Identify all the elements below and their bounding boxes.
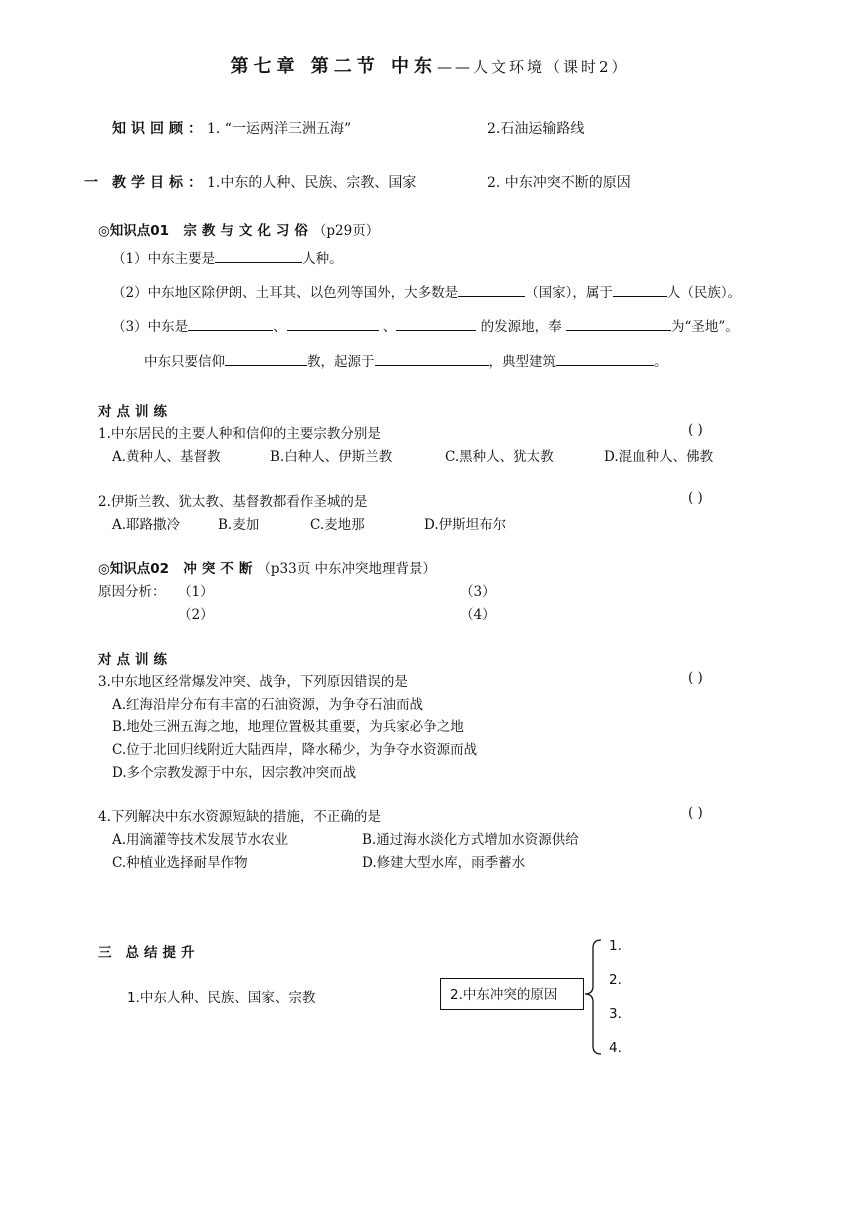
kp1-title: 宗教与文化习俗 bbox=[183, 223, 313, 239]
question-4-option-b[interactable]: B.通过海水淡化方式增加水资源供给 bbox=[362, 832, 579, 848]
summary-point-2: 2. bbox=[609, 972, 622, 988]
knowledge-point-2-heading bbox=[98, 557, 436, 577]
fill-blank[interactable] bbox=[375, 351, 489, 366]
objective-1: 1.中东的人种、民族、宗教、国家 bbox=[207, 175, 417, 191]
kp2-title: 冲突不断 bbox=[183, 561, 258, 577]
kp1-q1-text-a: （1）中东主要是 bbox=[112, 251, 216, 267]
kp1-q4-text-b: 教，起源于 bbox=[307, 354, 375, 370]
kp1-question-2 bbox=[112, 281, 741, 301]
summary-label: 总结提升 bbox=[125, 945, 200, 961]
question-3-option-c[interactable]: C.位于北回归线附近大陆西岸，降水稀少，为争夺水资源而战 bbox=[112, 742, 478, 758]
question-4-option-a[interactable]: A.用滴灌等技术发展节水农业 bbox=[112, 832, 289, 848]
kp1-q3-text-e: 为“圣地”。 bbox=[670, 319, 739, 335]
question-3-stem: 3.中东地区经常爆发冲突、战争，下列原因错误的是 bbox=[98, 674, 408, 690]
knowledge-point-1-heading bbox=[98, 219, 379, 239]
kp1-q2-text-c: 人（民族）。 bbox=[666, 285, 742, 301]
fill-blank[interactable] bbox=[287, 316, 379, 331]
fill-blank[interactable] bbox=[225, 351, 307, 366]
question-3-answer-paren[interactable]: ( ) bbox=[688, 670, 703, 686]
kp1-q3-text-b: 、 bbox=[273, 319, 287, 335]
question-3-option-b[interactable]: B.地处三洲五海之地，地理位置极其重要，为兵家必争之地 bbox=[112, 719, 464, 735]
reason-analysis-label: 原因分析： bbox=[98, 584, 166, 600]
question-1-option-c[interactable]: C.黑种人、犹太教 bbox=[445, 449, 554, 465]
question-4-option-c[interactable]: C.种植业选择耐旱作物 bbox=[112, 855, 248, 871]
section-number: 一 bbox=[84, 175, 98, 191]
kp1-marker: ◎知识点01 bbox=[98, 223, 170, 239]
summary-point-1: 1. bbox=[609, 938, 622, 954]
question-2-stem: 2.伊斯兰教、犹太教、基督教都看作圣城的是 bbox=[98, 494, 368, 510]
summary-item-1: 1.中东人种、民族、国家、宗教 bbox=[127, 990, 316, 1006]
reason-2: （2） bbox=[178, 607, 214, 623]
kp2-ref: （p33页 中东冲突地理背景） bbox=[257, 561, 436, 577]
practice-heading-2: 对点训练 bbox=[98, 652, 172, 668]
summary-point-4: 4. bbox=[609, 1040, 622, 1056]
question-1-option-d[interactable]: D.混血种人、佛教 bbox=[604, 449, 714, 465]
question-2-option-d[interactable]: D.伊斯坦布尔 bbox=[424, 517, 507, 533]
reason-1: （1） bbox=[178, 584, 214, 600]
question-3-option-a[interactable]: A.红海沿岸分布有丰富的石油资源，为争夺石油而战 bbox=[112, 697, 424, 713]
review-item-2: 2.石油运输路线 bbox=[487, 121, 585, 137]
question-3-option-d[interactable]: D.多个宗教发源于中东，因宗教冲突而战 bbox=[112, 765, 357, 781]
review-item-1: 1. “一运两洋三洲五海” bbox=[207, 121, 352, 137]
summary-heading bbox=[98, 941, 200, 961]
question-2-option-c[interactable]: C.麦地那 bbox=[310, 517, 365, 533]
kp2-marker: ◎知识点02 bbox=[98, 561, 170, 577]
kp1-question-3 bbox=[112, 315, 739, 335]
fill-blank[interactable] bbox=[188, 316, 273, 331]
objectives-line bbox=[84, 172, 416, 192]
question-1-stem: 1.中东居民的主要人种和信仰的主要宗教分别是 bbox=[98, 426, 381, 442]
question-4-option-d[interactable]: D.修建大型水库，雨季蓄水 bbox=[362, 855, 526, 871]
practice-heading-1: 对点训练 bbox=[98, 404, 172, 420]
kp1-question-1 bbox=[112, 247, 343, 267]
kp1-q3-text-c: 、 bbox=[378, 319, 397, 335]
title-sub: 人文环境（课时2） bbox=[473, 58, 630, 76]
question-1-answer-paren[interactable]: ( ) bbox=[688, 422, 703, 438]
fill-blank[interactable] bbox=[458, 282, 525, 297]
title-main: 第七章 第二节 中东 bbox=[230, 56, 437, 77]
review-line bbox=[112, 118, 351, 138]
page-title bbox=[0, 52, 860, 78]
fill-blank[interactable] bbox=[396, 316, 476, 331]
summary-number: 三 bbox=[98, 945, 112, 961]
kp1-q4-text-a: 中东只要信仰 bbox=[144, 354, 225, 370]
fill-blank[interactable] bbox=[556, 351, 654, 366]
question-1-option-b[interactable]: B.白种人、伊斯兰教 bbox=[270, 449, 393, 465]
kp1-ref: （p29页） bbox=[312, 223, 380, 239]
fill-blank[interactable] bbox=[613, 282, 667, 297]
question-4-stem: 4.下列解决中东水资源短缺的措施，不正确的是 bbox=[98, 809, 381, 825]
kp1-q4-text-c: ，典型建筑 bbox=[488, 354, 556, 370]
fill-blank[interactable] bbox=[215, 248, 302, 263]
title-dash: —— bbox=[437, 58, 473, 76]
kp1-q3-text-a: （3）中东是 bbox=[112, 319, 189, 335]
question-2-option-a[interactable]: A.耶路撒冷 bbox=[112, 517, 181, 533]
kp1-q3-text-d: 的发源地，奉 bbox=[476, 319, 566, 335]
question-4-answer-paren[interactable]: ( ) bbox=[688, 805, 703, 821]
kp1-q4-text-d: 。 bbox=[654, 354, 668, 370]
objectives-label: 教学目标： bbox=[112, 175, 207, 191]
reason-4: （4） bbox=[460, 607, 496, 623]
question-2-option-b[interactable]: B.麦加 bbox=[218, 517, 260, 533]
curly-brace bbox=[583, 938, 607, 1056]
kp1-q1-text-b: 人种。 bbox=[302, 251, 343, 267]
question-1-option-a[interactable]: A.黄种人、基督教 bbox=[112, 449, 221, 465]
fill-blank[interactable] bbox=[566, 316, 671, 331]
objective-2: 2. 中东冲突不断的原因 bbox=[487, 175, 631, 191]
kp1-q2-text-a: （2）中东地区除伊朗、土耳其、以色列等国外，大多数是 bbox=[112, 285, 459, 301]
reason-3: （3） bbox=[460, 584, 496, 600]
summary-point-3: 3. bbox=[609, 1006, 622, 1022]
review-label: 知识回顾： bbox=[112, 121, 207, 137]
kp1-q2-text-b: （国家），属于 bbox=[525, 285, 613, 301]
summary-box-conflict-causes: 2.中东冲突的原因 bbox=[440, 978, 584, 1010]
question-2-answer-paren[interactable]: ( ) bbox=[688, 490, 703, 506]
kp1-question-4 bbox=[144, 350, 668, 370]
